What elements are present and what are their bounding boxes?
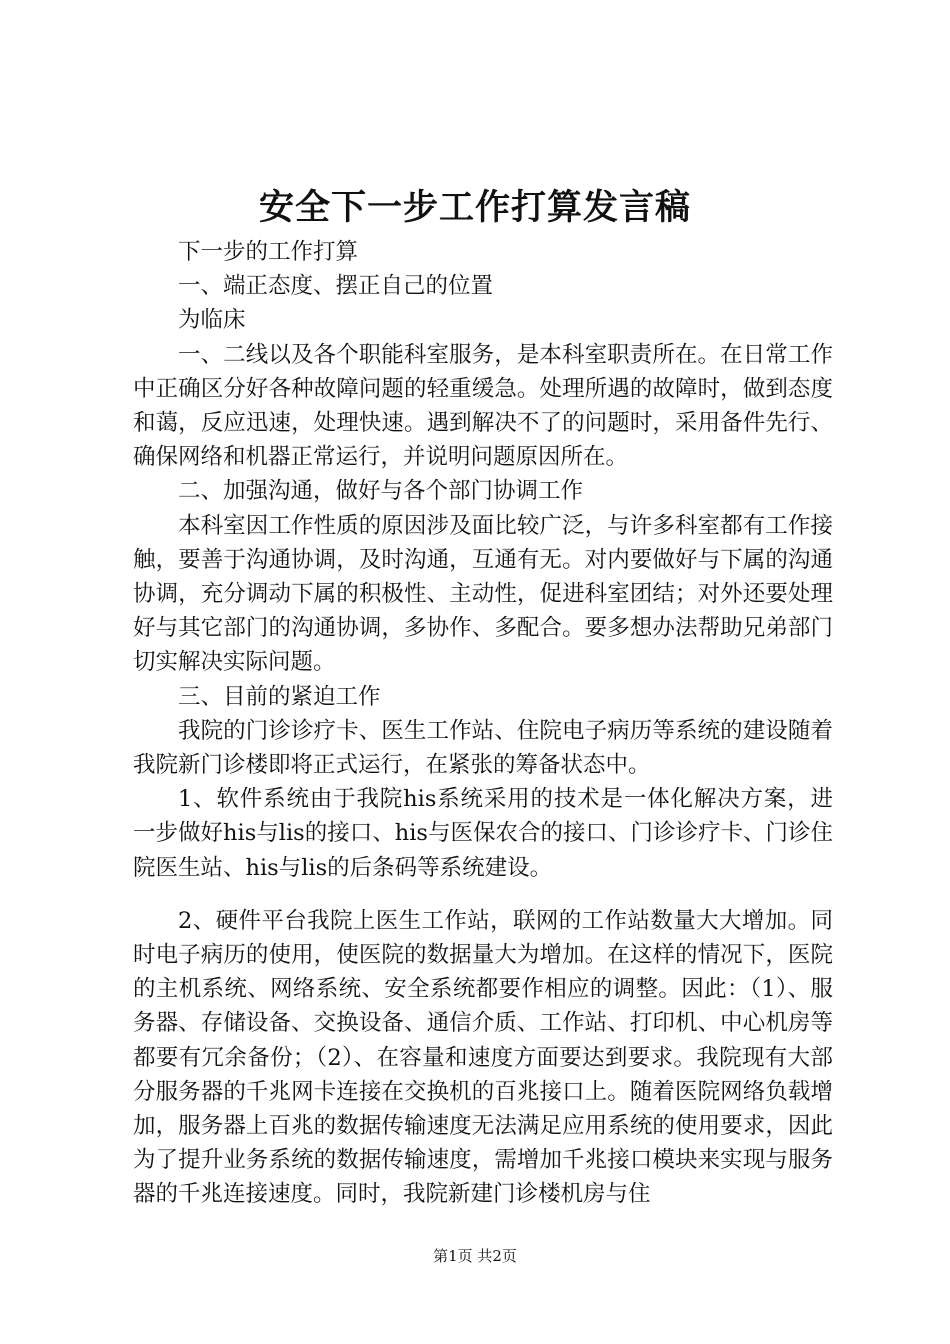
- page-footer: 第1页 共2页: [433, 1247, 517, 1265]
- paragraph-section-1-heading: 一、端正态度、摆正自己的位置: [178, 273, 494, 300]
- paragraph-service-duties: 一、二线以及各个职能科室服务，是本科室职责所在。在日常工作中正确区分好各种故障问题的轻重缓急。处理所遇的故障时，做到态度和蔼，反应迅速，处理快速。遇到解决不了的问题时，采用备件先行、确保网络和机器正常运行，并说明问题原因所在。: [133, 341, 833, 471]
- paragraph-hardware-platform: 2、硬件平台我院上医生工作站，联网的工作站数量大大增加。同时电子病历的使用，使医院的数据量大为增加。在这样的情况下，医院的主机系统、网络系统、安全系统都要作相应的调整。因此：（1）、服务器、存储设备、交换设备、通信介质、工作站、打印机、中心机房等都要有冗余备份；（2）、在容量和速度方面要达到要求。我院现有大部分服务器的千兆网卡连接在交换机的百兆接口上。随着医院网络负载增加，服务器上百兆的数据传输速度无法满足应用系统的使用要求，因此为了提升业务系统的数据传输速度，需增加千兆接口模块来实现与服务器的千兆连接速度。同时，我院新建门诊楼机房与住: [133, 907, 833, 1208]
- paragraph-section-3-heading: 三、目前的紧迫工作: [178, 683, 381, 710]
- document-title: 安全下一步工作打算发言稿: [258, 187, 691, 228]
- paragraph-section-2-heading: 二、加强沟通，做好与各个部门协调工作: [178, 478, 584, 505]
- paragraph-software-system: 1、软件系统由于我院his系统采用的技术是一体化解决方案，进一步做好his与lis的接口、his与医保农合的接口、门诊诊疗卡、门诊住院医生站、his与lis的后条码等系统建设。: [133, 786, 833, 881]
- document-body: [133, 235, 833, 1212]
- paragraph-clinical: 为临床: [178, 307, 246, 334]
- paragraph-heading-next-steps: 下一步的工作打算: [178, 239, 359, 265]
- paragraph-communication: 本科室因工作性质的原因涉及面比较广泛，与许多科室都有工作接触，要善于沟通协调，及时沟通，互通有无。对内要做好与下属的沟通协调，充分调动下属的积极性、主动性，促进科室团结；对外还要处理好与其它部门的沟通协调，多协作、多配合。要多想办法帮助兄弟部门切实解决实际问题。: [133, 512, 833, 676]
- paragraph-systems-construction: 我院的门诊诊疗卡、医生工作站、住院电子病历等系统的建设随着我院新门诊楼即将正式运行，在紧张的筹备状态中。: [133, 717, 833, 779]
